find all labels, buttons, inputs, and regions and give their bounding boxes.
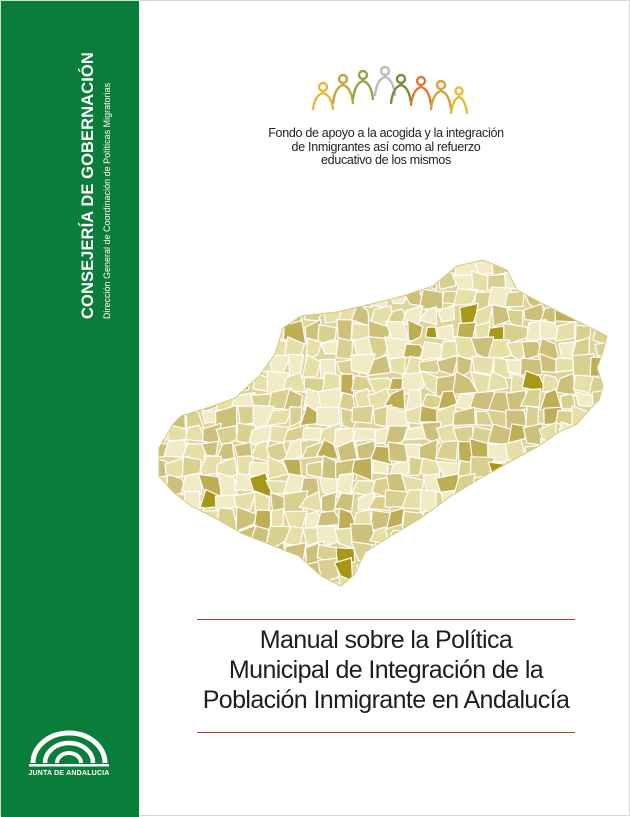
municipality-cell [592,509,613,526]
municipality-cell [522,511,544,533]
municipality-cell [453,578,471,596]
municipality-cell [606,429,613,441]
municipality-cell [540,439,556,463]
municipality-cell [151,338,172,360]
municipality-cell [234,564,253,580]
municipality-cell [286,563,305,580]
municipality-cell [216,547,237,564]
title-line: Municipal de Integración de la [181,655,591,685]
municipality-cell [590,256,609,275]
municipality-cell [541,256,561,274]
municipality-cell [488,548,511,564]
municipality-cell [307,461,323,477]
municipality-cell [474,491,495,514]
municipality-cell [318,388,342,409]
municipality-cell [200,303,220,326]
municipality-cell [352,406,373,423]
municipality-cell [284,579,302,596]
municipality-cell [420,563,440,576]
side-text [78,52,114,319]
municipality-cell [606,354,613,377]
municipality-cell [453,508,477,530]
municipality-cell [151,372,172,395]
municipality-cell [521,559,544,579]
municipality-cell [557,290,576,307]
municipality-cell [182,256,206,277]
municipality-cell [215,307,240,328]
municipality-cell [420,490,436,513]
municipality-cell [573,575,597,596]
fund-description [233,127,539,168]
municipality-cell [406,526,425,549]
municipality-cell [470,566,494,578]
municipality-cell [335,256,358,275]
municipality-cell [254,290,267,309]
municipality-cell [167,575,184,595]
municipality-cell [153,495,168,514]
municipality-cell [555,306,581,323]
municipality-cell [574,256,593,273]
municipality-cell [317,256,339,277]
municipality-cell [308,288,319,309]
municipality-cell [404,544,422,561]
municipality-cell [151,390,172,408]
municipality-cell [198,529,221,547]
municipality-cell [505,524,530,549]
municipality-cell [609,339,613,360]
side-band [1,1,139,817]
municipality-cell [453,546,473,565]
municipality-cell [267,563,286,577]
municipality-cell [440,562,460,583]
title-rule-top [197,619,575,620]
municipality-cell [523,575,541,596]
municipality-cell [595,342,611,357]
municipality-cell [589,545,612,560]
municipality-cell [390,547,403,563]
municipality-cell [201,575,222,596]
municipality-cell [185,321,204,345]
municipality-cell [369,270,388,289]
municipality-cell [538,475,559,498]
municipality-cell [168,340,184,358]
municipality-cell [215,256,234,277]
municipality-cell [235,306,255,327]
municipality-cell [438,325,454,341]
municipality-cell [183,562,206,579]
municipality-cell [594,529,610,548]
municipality-cell [285,258,308,276]
municipality-cell [203,565,222,583]
municipality-cell [199,374,220,394]
municipality-cell [233,356,251,377]
municipality-cell [402,511,424,528]
municipality-cell [166,390,189,411]
municipality-cell [336,274,357,287]
municipality-cell [222,374,238,396]
municipality-cell [166,354,188,374]
municipality-cell [544,493,559,513]
municipality-cell [477,545,495,564]
municipality-cell [198,356,223,379]
municipality-cell [387,256,409,269]
organization-name: CONSEJERÍA DE GOBERNACIÓN [78,52,98,319]
municipality-cell [507,256,527,274]
municipality-cell [216,359,239,378]
municipality-cell [488,462,512,479]
municipality-cell [538,561,563,576]
municipality-cell [606,545,613,562]
municipality-cell [575,425,596,446]
municipality-cell [181,548,205,566]
municipality-cell [607,390,613,410]
municipality-cell [545,269,556,288]
municipality-cell [609,529,613,546]
municipality-cell [556,463,576,477]
municipality-cell [610,320,613,341]
municipality-cell [575,442,595,463]
municipality-cell [404,273,426,290]
municipality-cell [302,577,325,596]
municipality-cell [556,515,574,525]
municipality-cell [455,559,474,584]
municipality-cell [505,490,526,511]
municipality-cell [167,542,186,563]
municipality-cell [252,274,273,287]
municipality-cell [388,560,407,577]
municipality-cell [608,508,613,529]
municipality-cell [249,558,273,583]
municipality-cell [425,526,440,541]
municipality-cell [164,525,187,547]
municipality-cell [236,286,257,308]
municipality-cell [470,575,493,596]
municipality-cell [166,256,188,275]
municipality-cell [389,273,410,292]
andalucia-municipalities-map-icon [151,256,613,596]
municipality-cell [523,476,545,499]
municipality-cell [185,291,207,307]
document-title [181,625,591,715]
municipality-cell [521,493,546,513]
municipality-cell [283,269,306,289]
municipality-cell [221,322,239,345]
municipality-cell [556,527,577,545]
municipality-cell [318,558,339,582]
municipality-cell [489,577,511,596]
municipality-cell [542,576,557,596]
municipality-cell [164,514,185,531]
municipality-cell [436,512,458,532]
municipality-cell [540,507,563,531]
municipality-cell [589,287,610,309]
municipality-cell [577,512,591,527]
municipality-cell [151,306,172,328]
municipality-cell [556,558,574,582]
municipality-cell [594,309,613,321]
municipality-cell [607,275,613,289]
municipality-cell [405,559,425,582]
municipality-cell [153,286,171,312]
municipality-cell [488,473,510,494]
municipality-cell [492,558,511,581]
municipality-cell [610,309,613,326]
municipality-cell [577,275,595,294]
fund-line: Fondo de apoyo a la acogida y la integración [233,127,539,141]
municipality-cell [441,542,459,564]
municipality-cell [215,286,237,307]
municipality-cell [505,509,525,530]
municipality-cell [527,524,544,545]
municipality-cell [488,525,511,545]
municipality-cell [198,324,221,344]
municipality-cell [184,339,203,362]
municipality-cell [234,272,252,287]
municipality-cell [300,256,320,275]
municipality-cell [390,577,409,593]
municipality-cell [151,580,166,596]
municipality-cell [372,256,386,271]
municipality-cell [555,492,578,515]
municipality-cell [575,562,598,583]
people-group-icon [309,63,469,119]
municipality-cell [402,256,425,273]
municipality-cell [352,576,376,594]
municipality-cell [472,356,494,374]
municipality-cell [268,271,287,291]
municipality-cell [369,560,389,579]
municipality-cell [505,291,524,307]
municipality-cell [253,577,271,595]
municipality-cell [151,358,170,379]
municipality-cell [165,271,189,294]
municipality-cell [221,578,239,596]
municipality-cell [232,323,255,344]
municipality-cell [268,581,290,596]
municipality-cell [368,577,390,596]
municipality-cell [612,491,613,512]
municipality-cell [183,524,205,548]
municipality-cell [352,428,376,441]
municipality-cell [510,576,529,596]
title-rule-bottom [197,732,575,733]
municipality-cell [182,356,204,375]
municipality-cell [322,271,339,289]
municipality-cell [590,424,609,442]
municipality-cell [574,288,594,308]
municipality-cell [375,547,393,566]
municipality-cell [420,542,442,563]
municipality-cell [608,408,613,430]
municipality-cell [522,272,545,286]
municipality-cell [164,564,181,577]
municipality-cell [507,474,525,494]
municipality-cell [419,256,438,276]
municipality-cell [283,292,308,308]
municipality-cell [589,440,607,463]
municipality-cell [253,256,272,274]
municipality-cell [573,543,592,564]
municipality-cell [574,476,596,497]
municipality-cell [457,524,478,543]
municipality-cell [164,304,189,328]
municipality-cell [201,270,220,293]
municipality-cell [606,256,613,275]
municipality-cell [539,543,563,565]
municipality-cell [504,559,523,577]
municipality-cell [594,493,613,513]
municipality-cell [607,558,613,581]
municipality-cell [589,577,608,596]
municipality-cell [249,321,267,342]
municipality-cell [234,343,256,362]
municipality-cell [504,544,524,565]
municipality-cell [590,271,611,293]
municipality-cell [557,579,578,596]
municipality-cell [589,558,613,581]
municipality-cell [151,277,171,289]
municipality-cell [183,304,202,328]
municipality-cell [425,275,437,290]
municipality-cell [572,456,595,481]
municipality-cell [490,507,512,532]
municipality-cell [336,338,352,359]
municipality-cell [181,576,203,596]
municipality-cell [321,287,341,310]
municipality-cell [236,575,252,596]
title-line: Manual sobre la Política [181,625,591,655]
municipality-cell [490,256,512,276]
municipality-cell [589,474,613,497]
municipality-cell [268,256,290,275]
municipality-cell [442,490,455,507]
municipality-cell [181,371,206,393]
municipality-cell [151,562,172,582]
fund-line: educativo de los mismos [233,154,539,168]
municipality-cell [220,270,235,294]
municipality-cell [439,524,457,544]
municipality-cell [488,496,504,513]
municipality-cell [595,405,608,428]
municipality-cell [473,527,492,547]
department-name: Dirección General de Coordinación de Políticas Migratorias [101,52,114,319]
fund-line: de Inmigrantes así como al refuerzo [233,141,539,155]
municipality-cell [420,511,439,528]
municipality-cell [251,545,274,559]
municipality-cell [216,339,236,362]
municipality-cell [574,492,595,511]
municipality-cell [539,461,562,477]
municipality-cell [606,375,613,395]
municipality-cell [306,270,325,293]
municipality-cell [526,543,546,566]
municipality-cell [272,289,290,311]
municipality-cell [527,256,541,273]
municipality-cell [233,542,251,565]
municipality-cell [188,274,200,292]
municipality-cell [473,511,495,531]
municipality-cell [538,530,562,543]
municipality-cell [608,445,613,463]
municipality-cell [426,327,438,338]
municipality-cell [521,463,543,481]
municipality-cell [151,528,167,550]
municipality-cell [437,579,460,596]
municipality-cell [334,287,358,309]
municipality-cell [555,256,579,274]
junta-logo-label: JUNTA DE ANDALUCIA [19,770,119,777]
municipality-cell [151,405,170,429]
municipality-cell [154,548,166,563]
municipality-cell [555,270,577,290]
municipality-cell [250,303,269,328]
municipality-cell [151,510,171,531]
municipality-cell [250,337,271,356]
municipality-cell [427,578,441,596]
municipality-cell [562,439,580,459]
municipality-cell [237,256,252,275]
municipality-cell [390,357,405,375]
municipality-cell [351,259,369,269]
municipality-cell [523,423,542,445]
municipality-cell [199,256,219,273]
municipality-cell [556,474,579,493]
municipality-cell [592,389,613,411]
municipality-cell [151,256,167,276]
municipality-cell [169,321,185,344]
title-line: Población Inmigrante en Andalucía [181,685,591,715]
municipality-cell [612,290,613,309]
municipality-cell [201,541,222,567]
municipality-cell [216,560,240,582]
municipality-cell [455,498,475,509]
municipality-cell [403,575,426,596]
municipality-cell [574,526,593,545]
municipality-cell [170,291,188,310]
municipality-cell [351,271,372,294]
municipality-cell [181,396,203,410]
municipality-cell [199,288,217,305]
municipality-cell [151,320,171,338]
municipality-cell [169,374,181,391]
municipality-cell [201,342,218,358]
municipality-cell [609,474,613,492]
municipality-cell [611,457,613,478]
municipality-cell [302,428,321,441]
municipality-cell [557,541,578,564]
municipality-cell [590,461,611,480]
